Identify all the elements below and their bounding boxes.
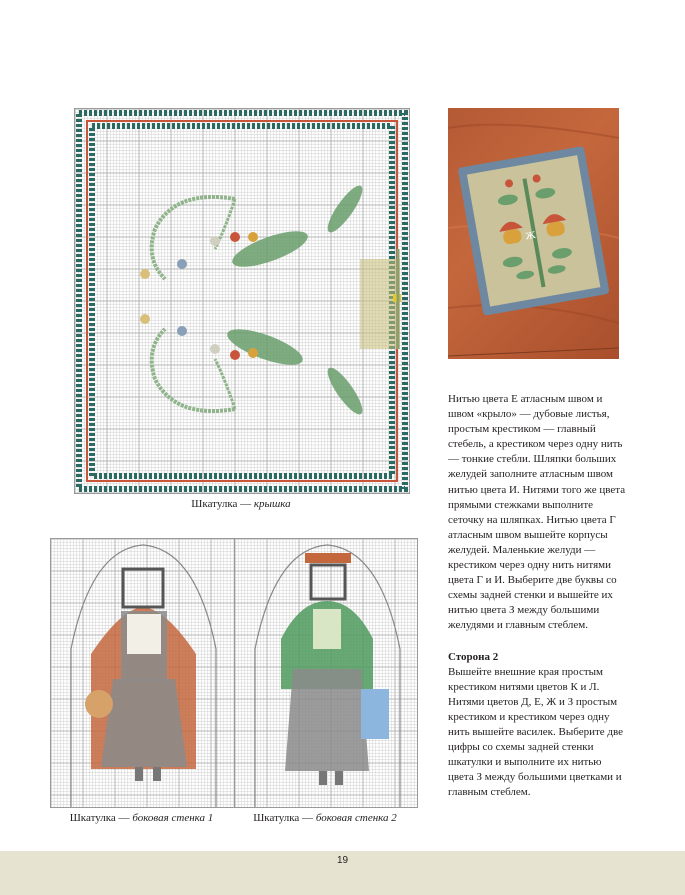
basket	[85, 690, 113, 718]
acorn-dot	[210, 344, 220, 354]
acorn-dot	[248, 348, 258, 358]
chart-side-wall-1	[50, 538, 235, 808]
apron-top	[127, 614, 161, 654]
caption-lid-italic: крышка	[253, 498, 291, 510]
acorn-dot	[248, 232, 258, 242]
left-boot	[319, 771, 327, 785]
partial-motif-area	[360, 259, 400, 349]
head	[123, 569, 163, 607]
photo-illustration	[448, 108, 619, 359]
acorn-dot	[230, 350, 240, 360]
trousers	[285, 669, 369, 771]
photo-finished-box	[448, 108, 619, 359]
left-foot	[135, 767, 143, 781]
instructions-paragraph-1: Нитью цвета Е атласным швом и швом «крыло» — дубовые листья, простым крестиком — главный стебель, а крестиком через одну нить — тонкие стебли. Шляпки больших желудей заполните атласным швом нитью цвета И. Нитями того же цвета прямыми стежками выполните сеточку на шляпках. Нитью цвета Г атласным швом вышейте корпусы желудей. Маленькие желуди — крестиком через одну нить нитями цвета Г и И. Выберите две буквы со схемы задней стенки и вышейте их нитью цвета З между большими желудями и главным стеблем.	[448, 393, 626, 632]
svg-text:Ж: Ж	[524, 230, 537, 243]
upper-corner-leaf	[322, 181, 367, 236]
hat-brim	[305, 553, 351, 563]
instructions-text	[448, 392, 628, 800]
lower-corner-leaf	[322, 363, 367, 418]
lid-pattern	[75, 109, 409, 493]
lower-oak-leaf	[223, 322, 306, 372]
acorn-dot	[230, 232, 240, 242]
instructions-paragraph-2: Вышейте внешние края простым крестиком нитями цветов К и Л. Нитями цветов Д, Е, Ж и З простым крестиком и крестиком через одну нить вышейте василек. Выберите две цифры со схемы задней стенки шкатулки и выполните их нитью цвета З между большими цветками и главным стеблем.	[448, 665, 624, 799]
bucket	[361, 689, 389, 739]
caption-side2	[234, 812, 416, 824]
caption-lid	[74, 498, 408, 510]
side2-heading: Сторона 2	[448, 650, 499, 663]
right-foot	[153, 767, 161, 781]
acorn-dot	[210, 236, 220, 246]
acorn-dot	[177, 259, 187, 269]
page-number: 19	[336, 855, 349, 866]
chart-side-wall-2	[234, 538, 418, 808]
side2-pattern	[235, 539, 417, 807]
caption-side1-italic: боковая стенка 1	[132, 812, 214, 824]
caption-side1	[50, 812, 233, 824]
chart-lid	[74, 108, 410, 494]
side1-pattern	[51, 539, 234, 807]
acorn-dot	[140, 314, 150, 324]
right-boot	[335, 771, 343, 785]
acorn-dot	[177, 326, 187, 336]
caption-side1-prefix: Шкатулка —	[69, 812, 133, 824]
acorn-dot	[140, 269, 150, 279]
caption-lid-prefix: Шкатулка —	[191, 498, 254, 510]
shirt-front	[313, 609, 341, 649]
caption-side2-prefix: Шкатулка —	[253, 812, 316, 824]
caption-side2-italic: боковая стенка 2	[315, 812, 397, 824]
skirt	[101, 679, 187, 767]
